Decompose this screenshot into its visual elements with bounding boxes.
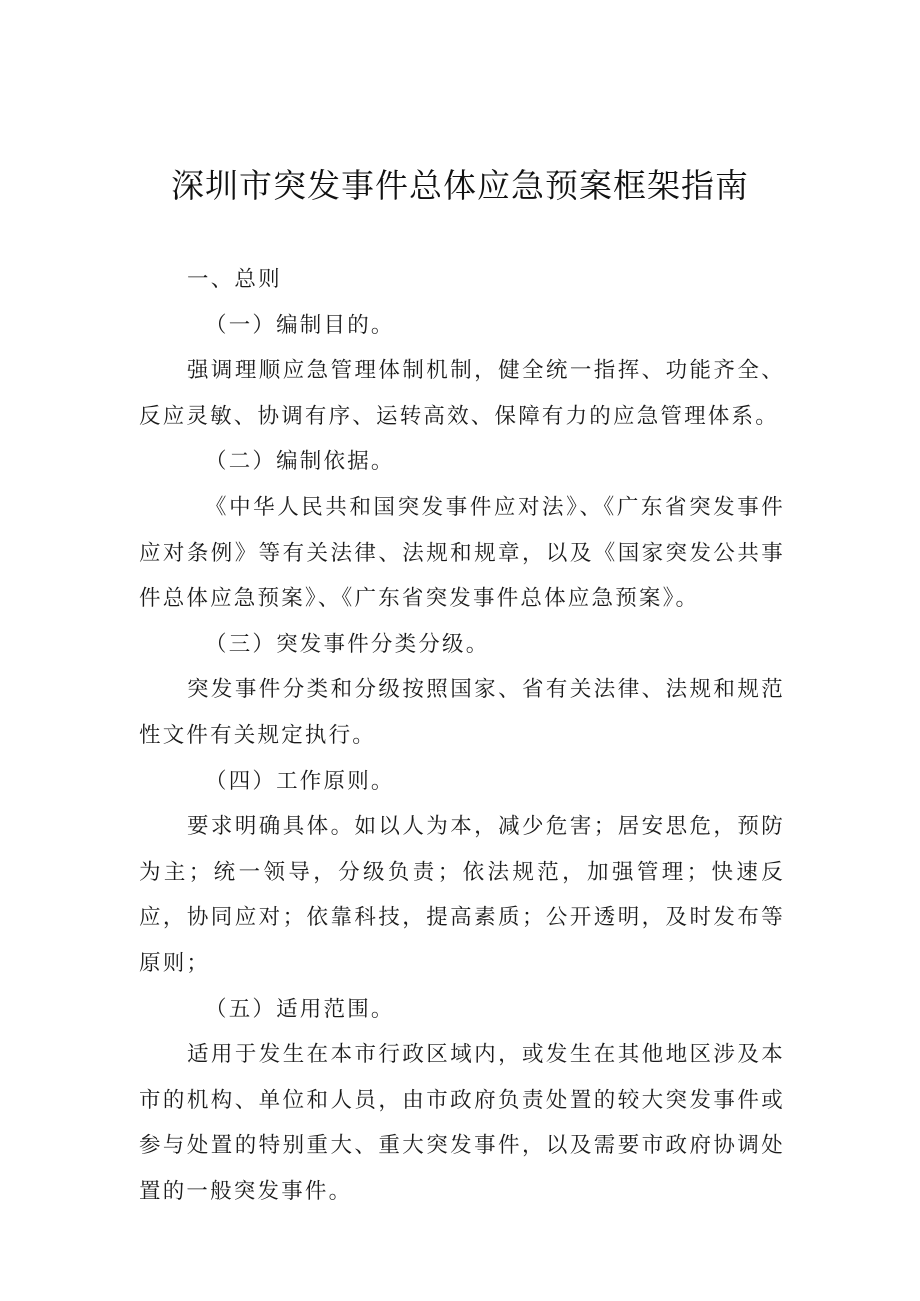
paragraph-purpose: 强调理顺应急管理体制机制，健全统一指挥、功能齐全、反应灵敏、协调有序、运转高效、保障有力的应急管理体系。 [139, 358, 785, 429]
subsection-heading-scope: （五）适用范围。 [205, 996, 395, 1022]
subsection-heading-basis: （二）编制依据。 [205, 449, 395, 475]
document-body [139, 257, 785, 1214]
document-title: 深圳市突发事件总体应急预案框架指南 [171, 166, 749, 205]
paragraph-principles: 要求明确具体。如以人为本，减少危害；居安思危，预防为主；统一领导，分级负责；依法规范，加强管理；快速反应，协同应对；依靠科技，提高素质；公开透明，及时发布等原则； [139, 814, 785, 976]
paragraph-basis: 《中华人民共和国突发事件应对法》、《广东省突发事件应对条例》等有关法律、法规和规章，以及《国家突发公共事件总体应急预案》、《广东省突发事件总体应急预案》。 [139, 494, 785, 612]
subsection-heading-principles: （四）工作原则。 [205, 768, 395, 794]
subsection-heading-purpose: （一）编制目的。 [205, 312, 395, 338]
paragraph-scope: 适用于发生在本市行政区域内，或发生在其他地区涉及本市的机构、单位和人员，由市政府负责处置的较大突发事件或参与处置的特别重大、重大突发事件，以及需要市政府协调处置的一般突发事件。 [139, 1042, 785, 1204]
section-heading-general: 一、总则 [187, 267, 282, 292]
paragraph-classification: 突发事件分类和分级按照国家、省有关法律、法规和规范性文件有关规定执行。 [139, 677, 785, 748]
subsection-heading-classification: （三）突发事件分类分级。 [205, 631, 490, 657]
